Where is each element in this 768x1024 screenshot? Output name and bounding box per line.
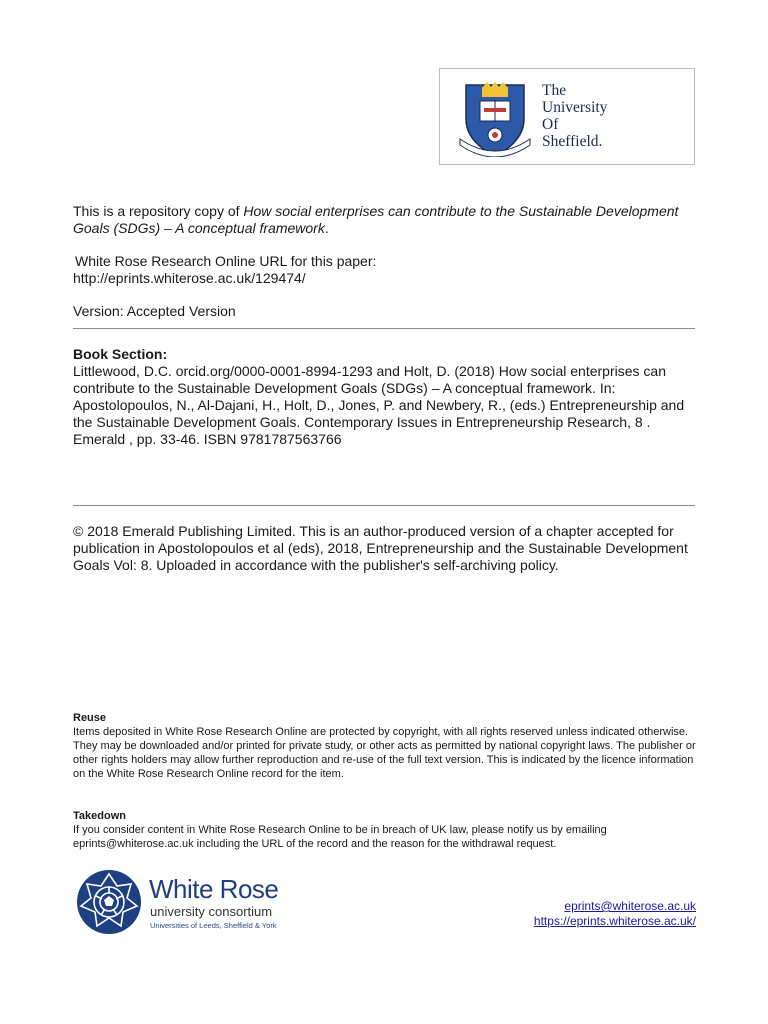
divider (73, 328, 695, 329)
white-rose-subtitle: university consortium (150, 904, 273, 919)
university-name (542, 82, 607, 150)
university-name-word: Sheffield (542, 133, 599, 150)
university-name-line: University (542, 99, 608, 116)
website-link[interactable]: https://eprints.whiterose.ac.uk/ (533, 914, 696, 928)
reuse-body: Items deposited in White Rose Research Online are protected by copyright, with all rights reserved unless indicated otherwise. They may be downloaded and/or printed for private study, or other acts as permitted by national copyright laws. The publisher or other rights holders may allow further reproduction and re-use of the full text version. This is indicated by the licence information on the White Rose Research Online record for the item. (73, 726, 696, 780)
repository-copy-statement (73, 203, 698, 237)
intro-suffix: . (324, 220, 329, 236)
url-label: White Rose Research Online URL for this paper: (75, 253, 377, 269)
contact-links (534, 899, 696, 929)
divider (73, 505, 695, 506)
sheffield-crest-icon (458, 81, 532, 157)
university-name-period: . (598, 133, 603, 150)
white-rose-title: White Rose (149, 874, 279, 904)
book-section-heading: Book Section: (73, 346, 168, 362)
citation: Littlewood, D.C. orcid.org/0000-0001-8994-1293 and Holt, D. (2018) How social enterprises can contribute to the Sustainable Development Goals (SDGs) – A conceptual framework. In: Apostolopoulos, N., Al-Dajani, H., Holt, D., Jones, P. and Newbery, R., (eds.) Entrepreneurship and the Sustainable Development Goals. Contemporary Issues in Entrepreneurship Research, 8 . Emerald , pp. 33-46. ISBN 9781787563766 (73, 363, 685, 447)
university-of-sheffield-logo (439, 68, 695, 165)
intro-prefix: This is a repository copy of (73, 203, 244, 219)
contact-email-link[interactable]: eprints@whiterose.ac.uk (564, 899, 696, 913)
university-name-line (542, 133, 607, 150)
version-statement: Version: Accepted Version (73, 303, 236, 319)
reuse-heading: Reuse (73, 712, 107, 724)
paper-title: How social enterprises can contribute to the Sustainable Development Goals (SDGs) – A conceptual framework (73, 203, 679, 236)
white-rose-universities: Universities of Leeds, Sheffield & York (150, 921, 277, 930)
paper-url[interactable]: http://eprints.whiterose.ac.uk/129474/ (73, 270, 306, 286)
university-name-line: The (542, 82, 567, 99)
university-name-line: Of (542, 116, 559, 133)
copyright-statement: © 2018 Emerald Publishing Limited. This is an author-produced version of a chapter accepted for publication in Apostolopoulos et al (eds), 2018, Entrepreneurship and the Sustainable Development Goals Vol: 8. Uploaded in accordance with the publisher's self-archiving policy. (73, 523, 688, 573)
takedown-body: If you consider content in White Rose Research Online to be in breach of UK law, please notify us by emailing eprints@whiterose.ac.uk including the URL of the record and the reason for the withdrawal request. (73, 824, 607, 850)
takedown-heading: Takedown (73, 810, 126, 822)
white-rose-emblem-icon (75, 868, 143, 936)
white-rose-logo (75, 868, 295, 938)
